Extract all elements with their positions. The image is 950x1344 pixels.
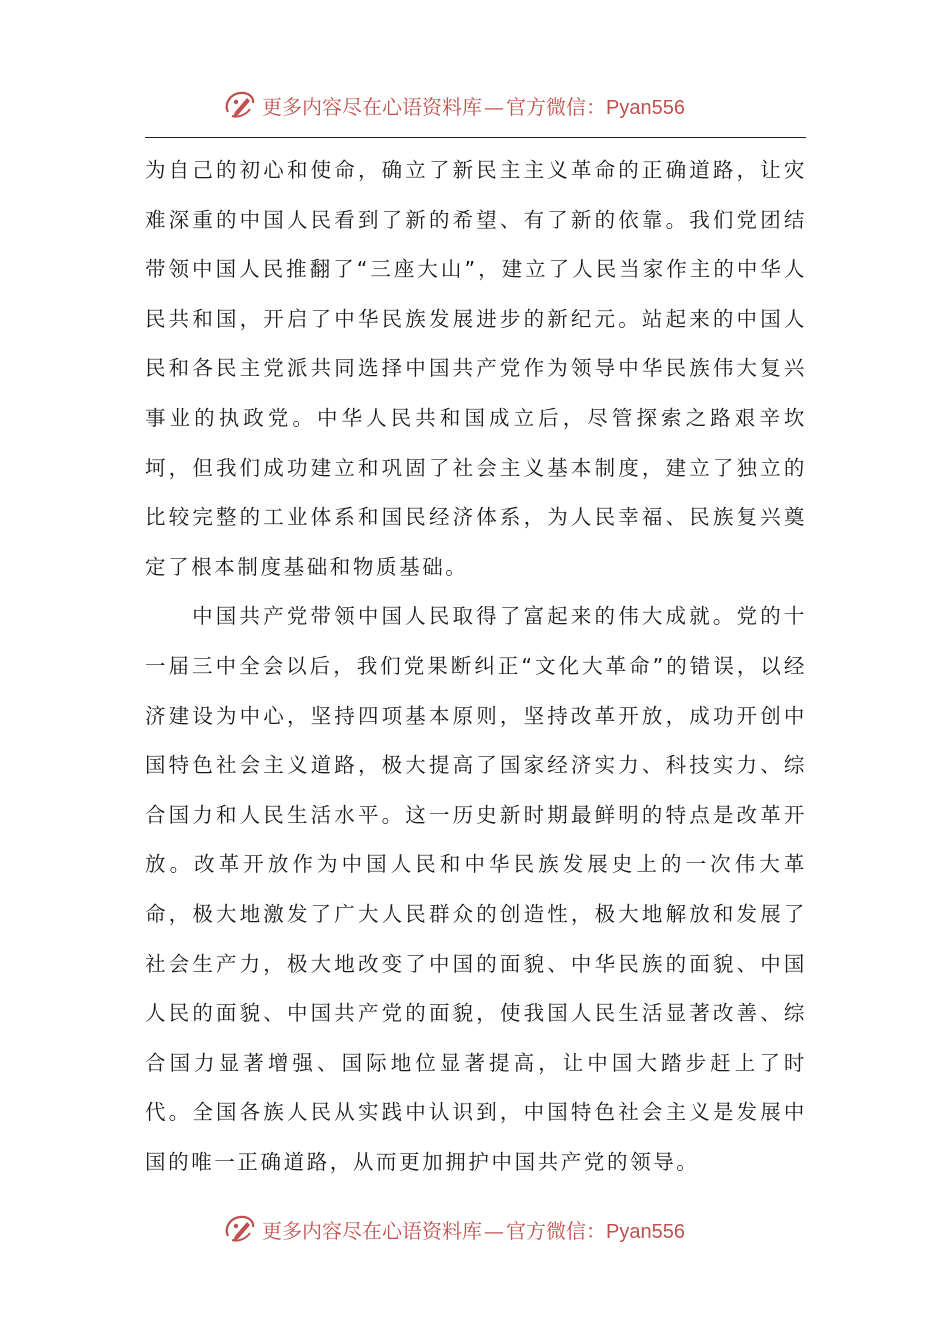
banner-separator: — [484,1218,504,1243]
banner-main: 更多内容尽在心语资料库 [262,94,482,119]
header-banner [222,88,685,122]
footer-banner [222,1212,685,1246]
banner-label: 官方微信： [506,1218,606,1243]
header-divider [145,137,806,138]
pen-nib-logo-icon [222,1212,258,1246]
document-body [145,146,807,1187]
paragraph-continued: 为自己的初心和使命，确立了新民主主义革命的正确道路，让灾难深重的中国人民看到了新的希望、有了新的依靠。我们党团结带领中国人民推翻了“三座大山”，建立了人民当家作主的中华人民共和国，开启了中华民族发展进步的新纪元。站起来的中国人民和各民主党派共同选择中国共产党作为领导中华民族伟大复兴事业的执政党。中华人民共和国成立后，尽管探索之路艰辛坎坷，但我们成功建立和巩固了社会主义基本制度，建立了独立的比较完整的工业体系和国民经济体系，为人民幸福、民族复兴奠定了根本制度基础和物质基础。 [145,158,807,579]
paragraph: 中国共产党带领中国人民取得了富起来的伟大成就。党的十一届三中全会以后，我们党果断纠正“文化大革命”的错误，以经济建设为中心，坚持四项基本原则，坚持改革开放，成功开创中国特色社会主义道路，极大提高了国家经济实力、科技实力、综合国力和人民生活水平。这一历史新时期最鲜明的特点是改革开放。改革开放作为中国人民和中华民族发展史上的一次伟大革命，极大地激发了广大人民群众的创造性，极大地解放和发展了社会生产力，极大地改变了中国的面貌、中华民族的面貌、中国人民的面貌、中国共产党的面貌，使我国人民生活显著改善、综合国力显著增强、国际地位显著提高，让中国大踏步赶上了时代。全国各族人民从实践中认识到，中国特色社会主义是发展中国的唯一正确道路，从而更加拥护中国共产党的领导。 [145,604,807,1174]
banner-wechat-id: Pyan556 [606,1220,685,1243]
pen-nib-logo-icon [222,88,258,122]
banner-separator: — [484,94,504,119]
banner-main: 更多内容尽在心语资料库 [262,1218,482,1243]
banner-wechat-id: Pyan556 [606,96,685,119]
header-banner-text [262,91,685,120]
banner-label: 官方微信： [506,94,606,119]
footer-banner-text [262,1215,685,1244]
